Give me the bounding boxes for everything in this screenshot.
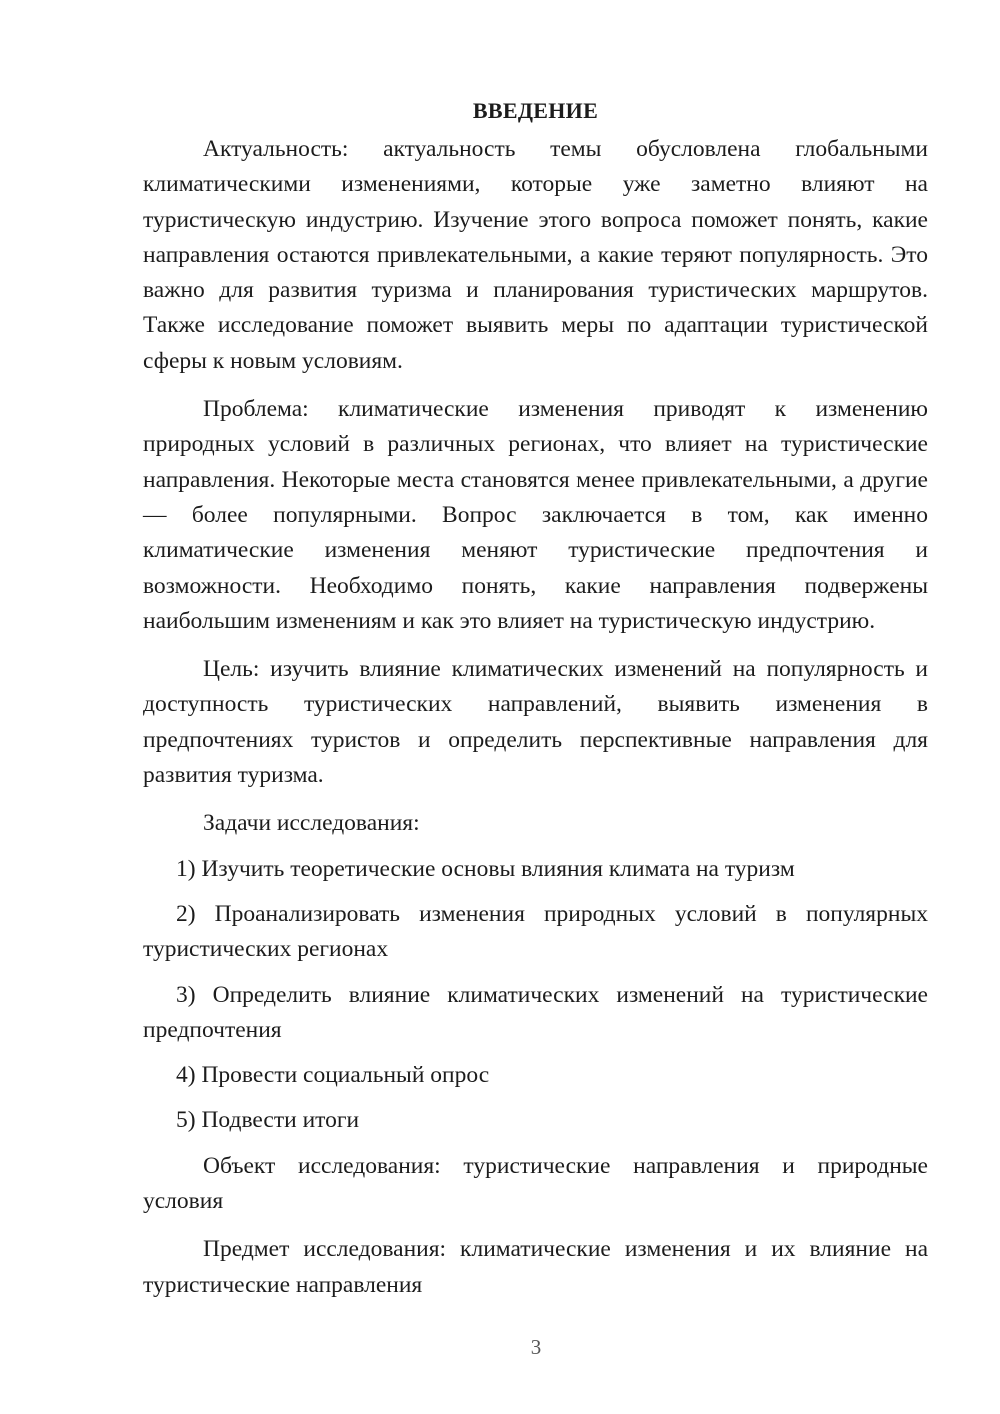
page-content	[143, 93, 928, 1316]
task-item-4: 4) Провести социальный опрос	[176, 1062, 490, 1089]
task-item-2: 2) Проанализировать изменения природных условий в популярных туристических регионах	[143, 900, 928, 963]
object-paragraph: Объект исследования: туристические направления и природные условия	[143, 1152, 928, 1215]
tasks-heading: Задачи исследования:	[203, 810, 420, 837]
goal-paragraph: Цель: изучить влияние климатических изменений на популярность и доступность туристических направлений, выявить изменения в предпочтениях туристов и определить перспективные направления для развития туризма.	[143, 656, 928, 789]
relevance-paragraph: Актуальность: актуальность темы обусловлена глобальными климатическими изменениями, которые уже заметно влияют на туристическую индустрию. Изучение этого вопроса поможет понять, какие направления остаются привлекательными, а какие теряют популярность. Это важно для развития туризма и планирования туристических маршрутов. Также исследование поможет выявить меры по адаптации туристической сферы к новым условиям.	[143, 136, 928, 374]
problem-paragraph: Проблема: климатические изменения приводят к изменению природных условий в различных регионах, что влияет на туристические направления. Некоторые места становятся менее привлекательными, а другие — более популярными. Вопрос заключается в том, как именно климатические изменения меняют туристические предпочтения и возможности. Необходимо понять, какие направления подвержены наибольшим изменениям и как это влияет на туристическую индустрию.	[143, 396, 928, 634]
subject-paragraph: Предмет исследования: климатические изменения и их влияние на туристические направления	[143, 1236, 928, 1298]
task-item-3: 3) Определить влияние климатических изменений на туристические предпочтения	[143, 981, 928, 1043]
section-title: ВВЕДЕНИЕ	[472, 98, 599, 123]
task-item-5: 5) Подвести итоги	[176, 1107, 360, 1134]
page-number: 3	[530, 1335, 542, 1359]
task-item-1: 1) Изучить теоретические основы влияния климата на туризм	[176, 855, 795, 882]
tasks-list	[143, 852, 928, 1139]
